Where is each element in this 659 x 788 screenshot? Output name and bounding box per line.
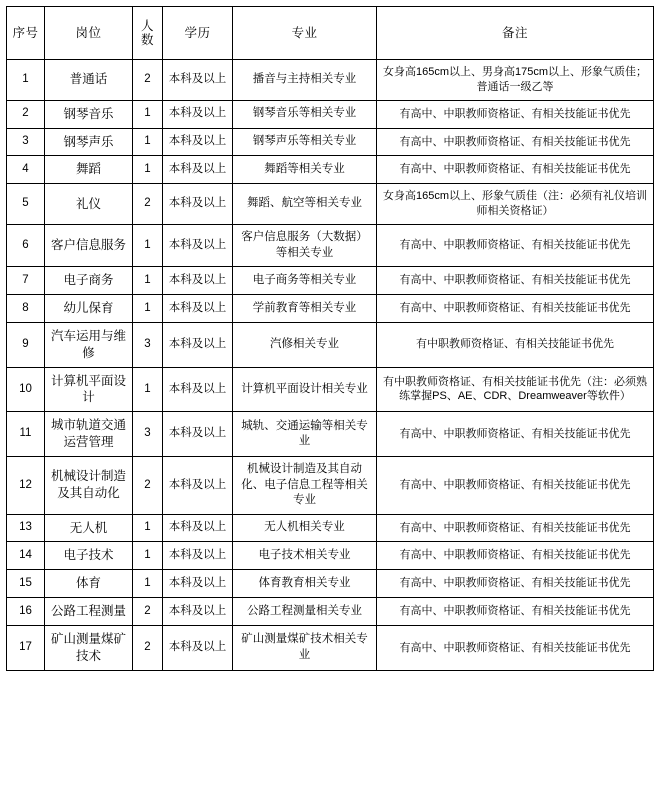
cell-no: 11 [7,412,45,457]
cell-major: 城轨、交通运输等相关专业 [233,412,377,457]
cell-count: 2 [133,60,163,101]
cell-no: 14 [7,542,45,570]
column-header-no: 序号 [7,7,45,60]
cell-post: 客户信息服务 [45,225,133,267]
cell-no: 8 [7,294,45,322]
table-row [7,267,654,295]
cell-major: 电子商务等相关专业 [233,267,377,295]
cell-post: 幼儿保育 [45,294,133,322]
cell-no: 4 [7,156,45,184]
cell-major: 客户信息服务（大数据）等相关专业 [233,225,377,267]
cell-post: 矿山测量煤矿技术 [45,626,133,671]
cell-major: 电子技术相关专业 [233,542,377,570]
table-row [7,367,654,412]
cell-remark: 有高中、中职教师资格证、有相关技能证书优先 [377,457,654,515]
table-row [7,156,654,184]
cell-count: 1 [133,128,163,156]
table-body [7,60,654,671]
cell-education: 本科及以上 [163,60,233,101]
cell-count: 1 [133,514,163,542]
cell-no: 5 [7,184,45,225]
cell-count: 2 [133,626,163,671]
cell-count: 3 [133,322,163,367]
cell-major: 计算机平面设计相关专业 [233,367,377,412]
cell-post: 计算机平面设计 [45,367,133,412]
cell-no: 9 [7,322,45,367]
cell-count: 2 [133,457,163,515]
cell-count: 1 [133,156,163,184]
cell-no: 1 [7,60,45,101]
cell-education: 本科及以上 [163,412,233,457]
cell-remark: 有高中、中职教师资格证、有相关技能证书优先 [377,514,654,542]
table-row [7,100,654,128]
table-row [7,294,654,322]
cell-education: 本科及以上 [163,294,233,322]
column-header-major: 专业 [233,7,377,60]
cell-post: 舞蹈 [45,156,133,184]
cell-count: 3 [133,412,163,457]
cell-post: 城市轨道交通运营管理 [45,412,133,457]
cell-education: 本科及以上 [163,100,233,128]
cell-remark: 有高中、中职教师资格证、有相关技能证书优先 [377,225,654,267]
cell-post: 钢琴声乐 [45,128,133,156]
cell-major: 无人机相关专业 [233,514,377,542]
column-header-post: 岗位 [45,7,133,60]
column-header-count-char-1: 人 [140,18,154,33]
cell-education: 本科及以上 [163,457,233,515]
cell-major: 学前教育等相关专业 [233,294,377,322]
cell-post: 电子商务 [45,267,133,295]
cell-education: 本科及以上 [163,542,233,570]
cell-remark: 有中职教师资格证、有相关技能证书优先 [377,322,654,367]
cell-count: 1 [133,225,163,267]
cell-education: 本科及以上 [163,225,233,267]
cell-post: 电子技术 [45,542,133,570]
cell-count: 1 [133,570,163,598]
cell-education: 本科及以上 [163,626,233,671]
cell-no: 16 [7,598,45,626]
cell-major: 钢琴声乐等相关专业 [233,128,377,156]
recruitment-table [6,6,654,671]
cell-remark: 有高中、中职教师资格证、有相关技能证书优先 [377,128,654,156]
cell-post: 汽车运用与维修 [45,322,133,367]
column-header-remark: 备注 [377,7,654,60]
cell-post: 体育 [45,570,133,598]
cell-post: 普通话 [45,60,133,101]
cell-education: 本科及以上 [163,367,233,412]
table-row [7,184,654,225]
cell-education: 本科及以上 [163,267,233,295]
cell-no: 7 [7,267,45,295]
cell-major: 汽修相关专业 [233,322,377,367]
cell-education: 本科及以上 [163,514,233,542]
cell-major: 体育教育相关专业 [233,570,377,598]
cell-remark: 有高中、中职教师资格证、有相关技能证书优先 [377,267,654,295]
cell-no: 6 [7,225,45,267]
cell-no: 10 [7,367,45,412]
column-header-education: 学历 [163,7,233,60]
table-header [7,7,654,60]
cell-count: 2 [133,184,163,225]
table-row [7,542,654,570]
cell-remark: 有高中、中职教师资格证、有相关技能证书优先 [377,570,654,598]
cell-count: 1 [133,367,163,412]
cell-remark: 有中职教师资格证、有相关技能证书优先（注：必须熟练掌握PS、AE、CDR、Dreamweaver等软件） [377,367,654,412]
cell-post: 钢琴音乐 [45,100,133,128]
cell-count: 1 [133,100,163,128]
cell-remark: 有高中、中职教师资格证、有相关技能证书优先 [377,294,654,322]
table-row [7,626,654,671]
cell-remark: 有高中、中职教师资格证、有相关技能证书优先 [377,626,654,671]
cell-major: 舞蹈、航空等相关专业 [233,184,377,225]
cell-remark: 有高中、中职教师资格证、有相关技能证书优先 [377,100,654,128]
cell-education: 本科及以上 [163,598,233,626]
cell-remark: 有高中、中职教师资格证、有相关技能证书优先 [377,598,654,626]
cell-post: 礼仪 [45,184,133,225]
cell-count: 1 [133,542,163,570]
cell-education: 本科及以上 [163,156,233,184]
table-header-row [7,7,654,60]
cell-count: 1 [133,267,163,295]
table-row [7,60,654,101]
cell-education: 本科及以上 [163,322,233,367]
cell-remark: 有高中、中职教师资格证、有相关技能证书优先 [377,542,654,570]
cell-education: 本科及以上 [163,128,233,156]
table-row [7,570,654,598]
cell-major: 矿山测量煤矿技术相关专业 [233,626,377,671]
cell-post: 无人机 [45,514,133,542]
column-header-count-char-2: 数 [140,33,154,47]
cell-count: 2 [133,598,163,626]
cell-remark: 女身高165cm以上、形象气质佳（注：必须有礼仪培训师相关资格证） [377,184,654,225]
cell-no: 3 [7,128,45,156]
cell-no: 15 [7,570,45,598]
table-row [7,225,654,267]
cell-major: 机械设计制造及其自动化、电子信息工程等相关专业 [233,457,377,515]
cell-major: 钢琴音乐等相关专业 [233,100,377,128]
cell-no: 13 [7,514,45,542]
table-row [7,598,654,626]
cell-remark: 有高中、中职教师资格证、有相关技能证书优先 [377,412,654,457]
cell-count: 1 [133,294,163,322]
cell-major: 播音与主持相关专业 [233,60,377,101]
table-row [7,514,654,542]
table-row [7,128,654,156]
cell-remark: 女身高165cm以上、男身高175cm以上、形象气质佳；普通话一级乙等 [377,60,654,101]
cell-post: 公路工程测量 [45,598,133,626]
cell-post: 机械设计制造及其自动化 [45,457,133,515]
cell-no: 12 [7,457,45,515]
cell-remark: 有高中、中职教师资格证、有相关技能证书优先 [377,156,654,184]
table-row [7,457,654,515]
cell-no: 2 [7,100,45,128]
table-row [7,322,654,367]
cell-education: 本科及以上 [163,184,233,225]
table-row [7,412,654,457]
cell-no: 17 [7,626,45,671]
cell-major: 公路工程测量相关专业 [233,598,377,626]
column-header-count [133,7,163,60]
cell-major: 舞蹈等相关专业 [233,156,377,184]
cell-education: 本科及以上 [163,570,233,598]
